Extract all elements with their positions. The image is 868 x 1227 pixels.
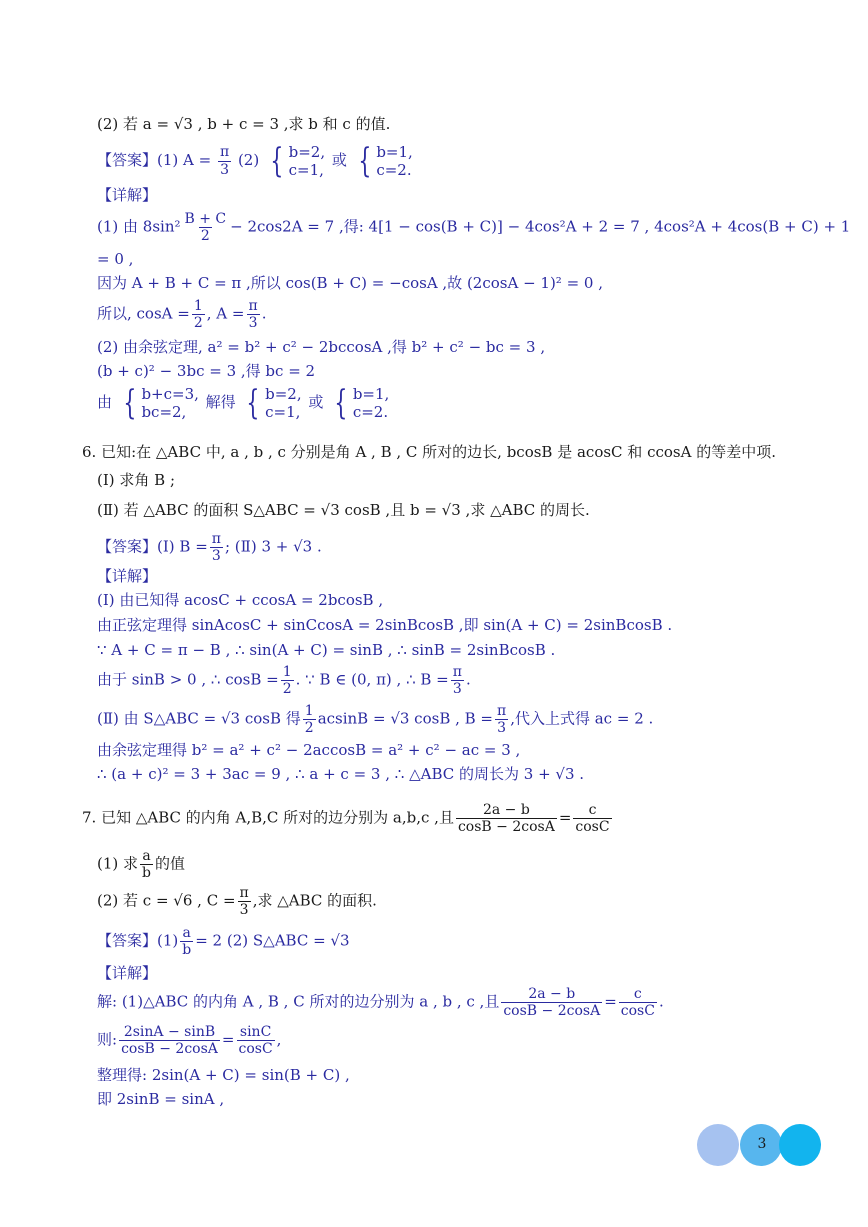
solution-line: 由于 sinB > 0 , ∴ cosB = $\frac{1}{2}$ . ∵ B ∈ (0, π) , ∴ B = $\frac{\pi}{3}$ . bbox=[97, 664, 471, 698]
page-circle-left bbox=[697, 1124, 739, 1166]
solution-line: 解: (1)△ABC 的内角 A , B , C 所对的边分别为 a , b , c ,且 $\frac{2a - b}{\cos B - 2\cos A}$ = $\frac{c}{\cos C}$ . bbox=[97, 986, 664, 1020]
detail-label: 【详解】 bbox=[97, 186, 158, 204]
solution-line: ∴ (a + c)² = 3 + 3ac = 9 , ∴ a + c = 3 , ∴ △ABC 的周长为 3 + √3 . bbox=[97, 765, 585, 783]
solution-line: (2) 由余弦定理, a² = b² + c² − 2bccosA ,得 b² + c² − bc = 3 , bbox=[97, 338, 546, 356]
solution-line: (Ⅱ) 由 S△ABC = √3 cosB 得 $\frac{1}{2}$ acsinB = √3 cosB , B = $\frac{\pi}{3}$ ,代入上式得 ac = 2 . bbox=[97, 703, 654, 737]
answer-line: 【答案】(Ⅰ) B = $\frac{\pi}{3}$ ; (Ⅱ) 3 + √3 . bbox=[97, 531, 322, 565]
question-line: 7. 已知 △ABC 的内角 A,B,C 所对的边分别为 a,b,c ,且 $\frac{2a - b}{\cos B - 2\cos A}$ = $\frac{c}{\cos C}$ bbox=[82, 802, 610, 836]
equation-system: { b=2, c=1, bbox=[270, 141, 326, 181]
fraction: $\frac{\pi}{3}$ bbox=[219, 144, 230, 178]
solution-line: 整理得: 2sin(A + C) = sin(B + C) , bbox=[97, 1066, 350, 1084]
solution-line: 所以, cosA = $\frac{1}{2}$ , A = $\frac{\pi}{3}$ . bbox=[97, 298, 267, 332]
solution-line: ∵ A + C = π − B , ∴ sin(A + C) = sinB , ∴ sinB = 2sinBcosB . bbox=[97, 641, 556, 659]
answer-line: 【答案】(1) A = $\frac{\pi}{3}$ (2) { b=2, c=1, 或 { b=1, c=2. bbox=[97, 141, 413, 181]
solution-line: 由余弦定理得 b² = a² + c² − 2accosB = a² + c² − ac = 3 , bbox=[97, 741, 521, 759]
solution-line: 由 { b+c=3, bc=2, 解得 { b=2, c=1, 或 { b=1, c=2. bbox=[97, 383, 390, 423]
page-circle-right bbox=[779, 1124, 821, 1166]
solution-line: 因为 A + B + C = π ,所以 cos(B + C) = −cosA ,故 (2cosA − 1)² = 0 , bbox=[97, 274, 604, 292]
detail-label: 【详解】 bbox=[97, 567, 158, 585]
solution-line: (b + c)² − 3bc = 3 ,得 bc = 2 bbox=[97, 362, 316, 380]
solution-line: (Ⅰ) 由已知得 acosC + ccosA = 2bcosB , bbox=[97, 591, 384, 609]
question-line: (1) 求 $\frac{a}{b}$ 的值 bbox=[97, 848, 186, 882]
question-line: (2) 若 c = √6 , C = $\frac{\pi}{3}$ ,求 △ABC 的面积. bbox=[97, 885, 377, 919]
solution-line: (1) 由 8sin² $\frac{B + C}{2}$ − 2cos2A = 7 ,得: 4[1 − cos(B + C)] − 4cos²A + 2 = 7 , 4cos²A + 4cos(B + C) + 1 bbox=[97, 211, 851, 245]
solution-line: 由正弦定理得 sinAcosC + sinCcosA = 2sinBcosB ,即 sin(A + C) = 2sinBcosB . bbox=[97, 616, 673, 634]
answer-line: 【答案】(1) $\frac{a}{b}$ = 2 (2) S△ABC = √3 bbox=[97, 925, 350, 959]
detail-label: 【详解】 bbox=[97, 964, 158, 982]
question-line: (Ⅰ) 求角 B ; bbox=[97, 471, 176, 489]
solution-line: = 0 , bbox=[97, 250, 134, 268]
page-number: 3 bbox=[757, 1136, 767, 1152]
question-line: (Ⅱ) 若 △ABC 的面积 S△ABC = √3 cosB ,且 b = √3 ,求 △ABC 的周长. bbox=[97, 501, 590, 519]
equation-system: { b=1, c=2. bbox=[358, 141, 413, 181]
answer-label: 【答案】(1) A = bbox=[97, 151, 212, 169]
question-line: 6. 已知:在 △ABC 中, a , b , c 分别是角 A , B , C 所对的边长, bcosB 是 acosC 和 ccosA 的等差中项. bbox=[82, 443, 776, 461]
solution-line: 即 2sinB = sinA , bbox=[97, 1090, 225, 1108]
solution-line: 则: $\frac{2\sin A - \sin B}{\cos B - 2\cos A}$ = $\frac{\sin C}{\cos C}$ , bbox=[97, 1024, 282, 1058]
question-line: (2) 若 a = √3 , b + c = 3 ,求 b 和 c 的值. bbox=[97, 115, 391, 133]
